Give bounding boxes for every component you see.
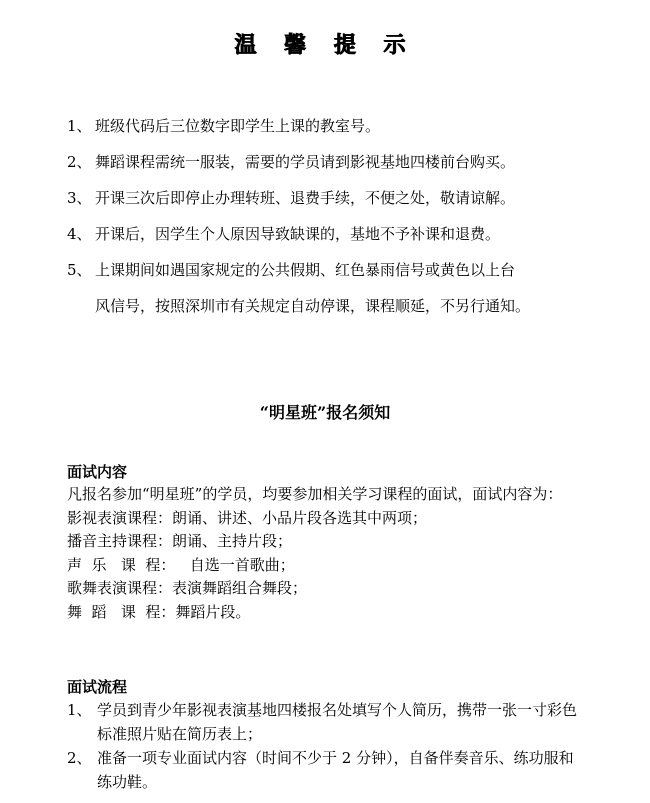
tip-text-continued: 风信号，按照深圳市有关规定自动停课，课程顺延，不另行通知。 xyxy=(95,297,531,315)
tip-text: 上课期间如遇国家规定的公共假期、红色暴雨信号或黄色以上台 xyxy=(95,261,516,279)
page-title: 温 馨 提 示 xyxy=(234,32,416,58)
tip-text: 开课后，因学生个人原因导致缺课的，基地不予补课和退费。 xyxy=(95,225,501,243)
tip-item xyxy=(67,252,587,324)
tip-number: 1、 xyxy=(67,117,92,135)
tip-item xyxy=(67,144,587,180)
section-heading: 面试内容 xyxy=(67,463,128,481)
interview-content-section xyxy=(67,461,587,624)
interview-item xyxy=(67,577,587,601)
tip-text: 舞蹈课程需统一服装，需要的学员请到影视基地四楼前台购买。 xyxy=(95,153,516,171)
interview-item xyxy=(67,601,587,625)
course-label: 播音主持课程： xyxy=(67,532,173,550)
tip-number: 4、 xyxy=(67,225,92,243)
interview-item xyxy=(67,554,587,578)
tip-item xyxy=(67,108,587,144)
course-label: 影视表演课程： xyxy=(67,508,173,527)
step-text: 学员到青少年影视表演基地四楼报名处填写个人简历，携带一张一寸彩色标准照片贴在简历表上； xyxy=(97,701,578,743)
course-requirement: 自选一首歌曲； xyxy=(175,555,295,574)
section-title: “明星班”报名须知 xyxy=(259,403,391,422)
tip-number: 5、 xyxy=(67,261,92,279)
process-step xyxy=(67,698,587,746)
tip-item xyxy=(67,216,587,252)
step-text: 准备一项专业面试内容（时间不少于 2 分钟），自备伴奏音乐、练功服和练功鞋。 xyxy=(97,749,574,791)
tip-text: 班级代码后三位数字即学生上课的教室号。 xyxy=(95,117,381,135)
tip-text: 开课三次后即停止办理转班、退费手续，不便之处，敬请谅解。 xyxy=(95,189,516,207)
course-requirement: 朗诵、主持片段； xyxy=(172,532,293,550)
tip-item xyxy=(67,180,587,216)
interview-intro: 凡报名参加“明星班”的学员，均要参加相关学习课程的面试，面试内容为： xyxy=(67,485,563,503)
step-number: 2、 xyxy=(67,749,92,767)
section-heading: 面试流程 xyxy=(67,678,128,696)
tips-list xyxy=(67,108,587,324)
interview-process-section xyxy=(67,676,587,794)
step-number: 1、 xyxy=(67,701,92,719)
course-label: 声 乐 课 程： xyxy=(67,555,176,574)
course-label: 舞 蹈 课 程： xyxy=(67,602,176,621)
course-requirement: 表演舞蹈组合舞段； xyxy=(172,579,308,597)
course-requirement: 朗诵、讲述、小品片段各选其中两项； xyxy=(172,508,428,527)
interview-item xyxy=(67,507,587,531)
process-steps xyxy=(67,698,587,794)
interview-item xyxy=(67,530,587,554)
course-label: 歌舞表演课程： xyxy=(67,579,173,597)
tip-number: 3、 xyxy=(67,189,92,207)
tip-number: 2、 xyxy=(67,153,92,171)
course-requirement: 舞蹈片段。 xyxy=(175,602,251,621)
process-step xyxy=(67,746,587,794)
